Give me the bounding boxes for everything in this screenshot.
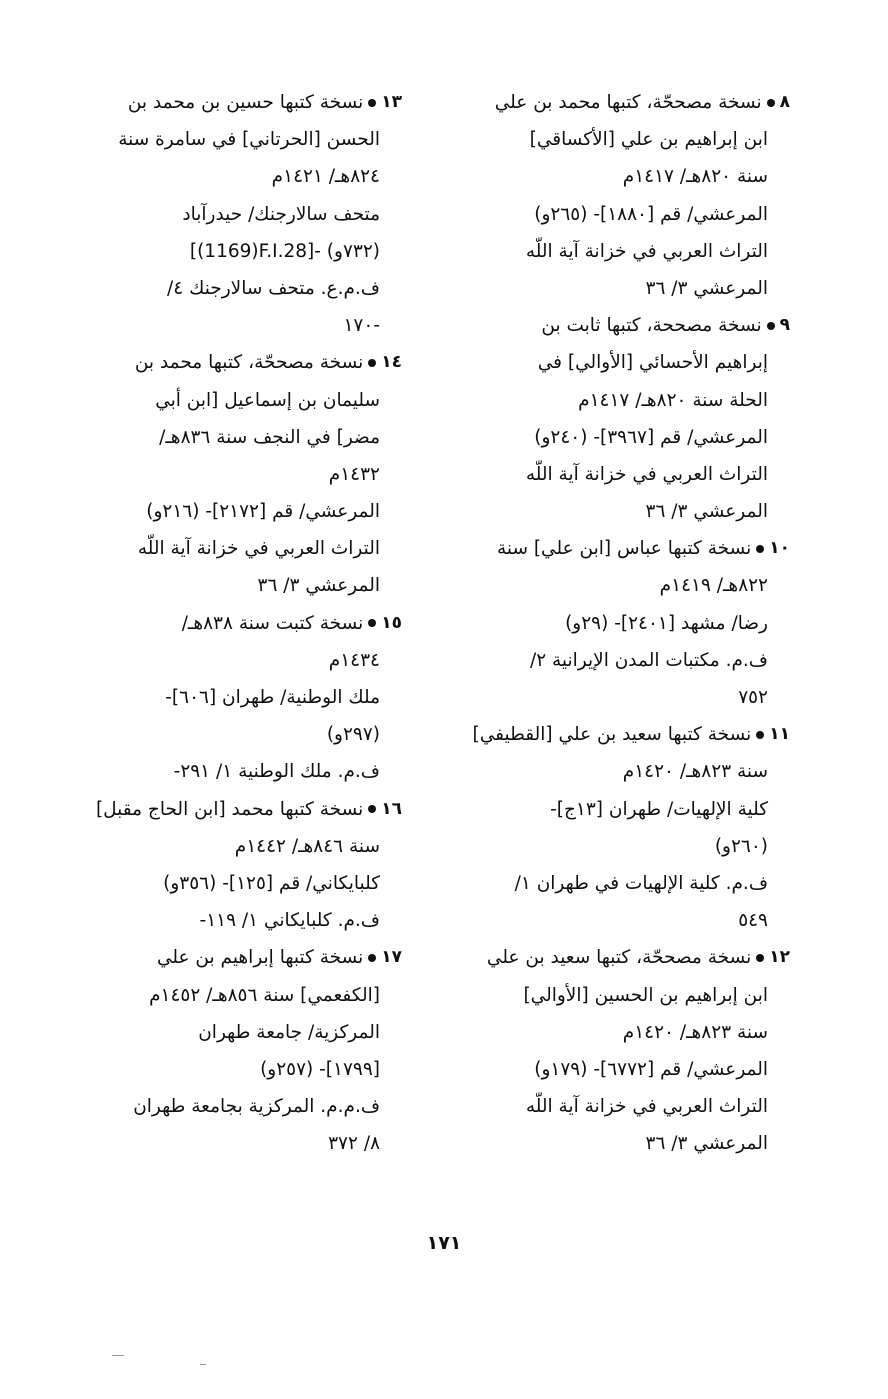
entry-line: المركزية/ جامعة طهران: [198, 1021, 380, 1043]
manuscript-entry: [452, 307, 790, 530]
entry-line: [١٧٩٩]- (٢٥٧و): [260, 1058, 380, 1080]
entry-line: المرعشي ٣/ ٣٦: [257, 575, 380, 597]
entry-line: المرعشي ٣/ ٣٦: [645, 501, 768, 523]
entry-line: ف.م. مكتبات المدن الإيرانية ٢/: [529, 649, 768, 671]
entry-line-text: نسخة كتبها إبراهيم بن علي: [156, 947, 364, 969]
entry-line: ف.م.م. المركزية بجامعة طهران: [133, 1096, 380, 1118]
bullet-icon: [368, 359, 376, 367]
entry-line: ٨٢٢هـ/ ١٤١٩م: [659, 575, 768, 597]
entry-line: كلية الإلهيات/ طهران [١٣ج]-: [550, 798, 768, 820]
right-column: [452, 84, 790, 1162]
entry-first-line: [66, 791, 402, 828]
left-column: [66, 84, 402, 1162]
scan-speck: [200, 1364, 206, 1365]
entry-line: سنة ٨٤٦هـ/ ١٤٤٢م: [234, 835, 380, 857]
entry-number: ١٧: [381, 947, 402, 968]
entry-first-line: [66, 605, 402, 642]
entry-first-line: [66, 84, 402, 121]
entry-line: ٧٥٢: [738, 687, 768, 708]
entry-line: الحسن [الحرتاني] في سامرة سنة: [118, 129, 380, 151]
entry-number: ١٤: [381, 352, 402, 373]
entry-first-line: [452, 939, 790, 976]
entry-line: ابن إبراهيم بن الحسين [الأوالي]: [523, 984, 768, 1006]
entry-line: ١٧٠-: [343, 315, 380, 337]
entry-line: التراث العربي في خزانة آية اللّه: [525, 463, 768, 485]
entry-number: ٩: [779, 315, 790, 336]
entry-line-text: نسخة كتبها محمد [ابن الحاج مقبل]: [95, 798, 364, 820]
bullet-icon: [767, 322, 775, 330]
entry-line: التراث العربي في خزانة آية اللّه: [525, 240, 768, 262]
entry-line: ٨٢٤هـ/ ١٤٢١م: [271, 166, 380, 188]
entry-line: ٥٤٩: [738, 910, 768, 932]
bullet-icon: [368, 99, 376, 107]
entry-line-text: نسخة كتبها سعيد بن علي [القطيفي]: [472, 724, 752, 746]
entry-line: التراث العربي في خزانة آية اللّه: [137, 538, 380, 560]
bullet-icon: [756, 954, 764, 962]
entry-line: ملك الوطنية/ طهران [٦٠٦]-: [165, 687, 380, 708]
bullet-icon: [756, 731, 764, 739]
page-number: ١٧١: [426, 1232, 462, 1254]
manuscript-entry: [452, 530, 790, 716]
entry-line: (٢٦٠و): [714, 835, 768, 857]
entry-line-text: نسخة كتبها حسين بن محمد بن: [127, 92, 364, 113]
entry-line: ٨/ ٣٧٢: [328, 1133, 380, 1155]
manuscript-entry: [452, 84, 790, 307]
entry-line: متحف سالارجنك/ حيدرآباد: [182, 203, 380, 225]
entry-line-text: نسخة مصححّة، كتبها محمد بن: [134, 352, 364, 374]
manuscript-entry: [452, 939, 790, 1162]
entry-line: ف.م.ع. متحف سالارجنك ٤/: [167, 277, 380, 299]
entry-line: مضر] في النجف سنة ٨٣٦هـ/: [159, 426, 380, 448]
entry-line: المرعشي ٣/ ٣٦: [645, 1133, 768, 1155]
entry-line-text: نسخة كتبت سنة ٨٣٨هـ/: [181, 612, 364, 634]
bullet-icon: [767, 99, 775, 107]
manuscript-entry: [66, 605, 402, 791]
manuscript-entry: [452, 716, 790, 939]
bullet-icon: [368, 619, 376, 627]
entry-number: ١٦: [381, 798, 402, 819]
entry-line: ١٤٣٤م: [328, 649, 380, 671]
entry-line: (٢٩٧و): [326, 724, 380, 746]
entry-line: سنة ٨٢٠هـ/ ١٤١٧م: [622, 166, 768, 188]
entry-line-text: نسخة كتبها عباس [ابن علي] سنة: [496, 538, 752, 560]
entry-first-line: [452, 530, 790, 567]
entry-line: [(1169)F.I.28]- (٧٣٢و): [189, 240, 380, 262]
entry-line: المرعشي/ قم [١٨٨٠]- (٢٦٥و): [534, 203, 768, 225]
entry-line-text: نسخة مصححّة، كتبها سعيد بن علي: [486, 947, 752, 969]
entry-line: المرعشي/ قم [٦٧٧٢]- (١٧٩و): [534, 1058, 768, 1080]
entry-number: ٨: [779, 92, 790, 112]
entry-first-line: [452, 307, 790, 344]
manuscript-entry: [66, 84, 402, 344]
entry-line-text: نسخة مصححّة، كتبها محمد بن علي: [494, 92, 762, 113]
bullet-icon: [756, 545, 764, 553]
entry-line: المرعشي/ قم [٣٩٦٧]- (٢٤٠و): [534, 426, 768, 448]
manuscript-entry: [66, 344, 402, 604]
entry-first-line: [66, 344, 402, 381]
entry-line: ف.م. كلية الإلهيات في طهران ١/: [514, 872, 768, 894]
entry-line: سنة ٨٢٣هـ/ ١٤٢٠م: [622, 761, 768, 783]
entry-line-text: نسخة مصححة، كتبها ثابت بن: [541, 315, 762, 337]
entry-line: سليمان بن إسماعيل [ابن أبي: [155, 389, 380, 411]
entry-line: التراث العربي في خزانة آية اللّه: [525, 1096, 768, 1118]
entry-line: المرعشي ٣/ ٣٦: [645, 277, 768, 299]
entry-number: ١١: [769, 724, 790, 745]
entry-first-line: [452, 716, 790, 753]
entry-number: ١٥: [381, 612, 402, 633]
entry-first-line: [66, 939, 402, 976]
entry-line: المرعشي/ قم [٢١٧٢]- (٢١٦و): [146, 501, 380, 523]
bullet-icon: [368, 805, 376, 813]
entry-line: [الكفعمي] سنة ٨٥٦هـ/ ١٤٥٢م: [149, 984, 380, 1006]
entry-number: ١٣: [381, 92, 402, 112]
manuscript-entry: [66, 939, 402, 1162]
entry-number: ١٠: [769, 538, 790, 559]
entry-line: إبراهيم الأحسائي [الأوالي] في: [537, 352, 768, 374]
entry-line: ١٤٣٢م: [328, 463, 380, 485]
entry-line: الحلة سنة ٨٢٠هـ/ ١٤١٧م: [578, 389, 768, 411]
entry-line: كلبايكاني/ قم [١٢٥]- (٣٥٦و): [163, 872, 380, 894]
bullet-icon: [368, 954, 376, 962]
scan-speck: [112, 1355, 124, 1356]
entry-first-line: [452, 84, 790, 121]
entry-line: سنة ٨٢٣هـ/ ١٤٢٠م: [622, 1021, 768, 1043]
entry-line: رضا/ مشهد [٢٤٠١]- (٢٩و): [565, 612, 768, 634]
entry-number: ١٢: [769, 947, 790, 968]
entry-line: ف.م. كلبايكاني ١/ ١١٩-: [199, 910, 380, 932]
entry-line: ابن إبراهيم بن علي [الأكساقي]: [529, 129, 768, 151]
entry-line: ف.م. ملك الوطنية ١/ ٢٩١-: [173, 761, 380, 783]
manuscript-entry: [66, 791, 402, 940]
